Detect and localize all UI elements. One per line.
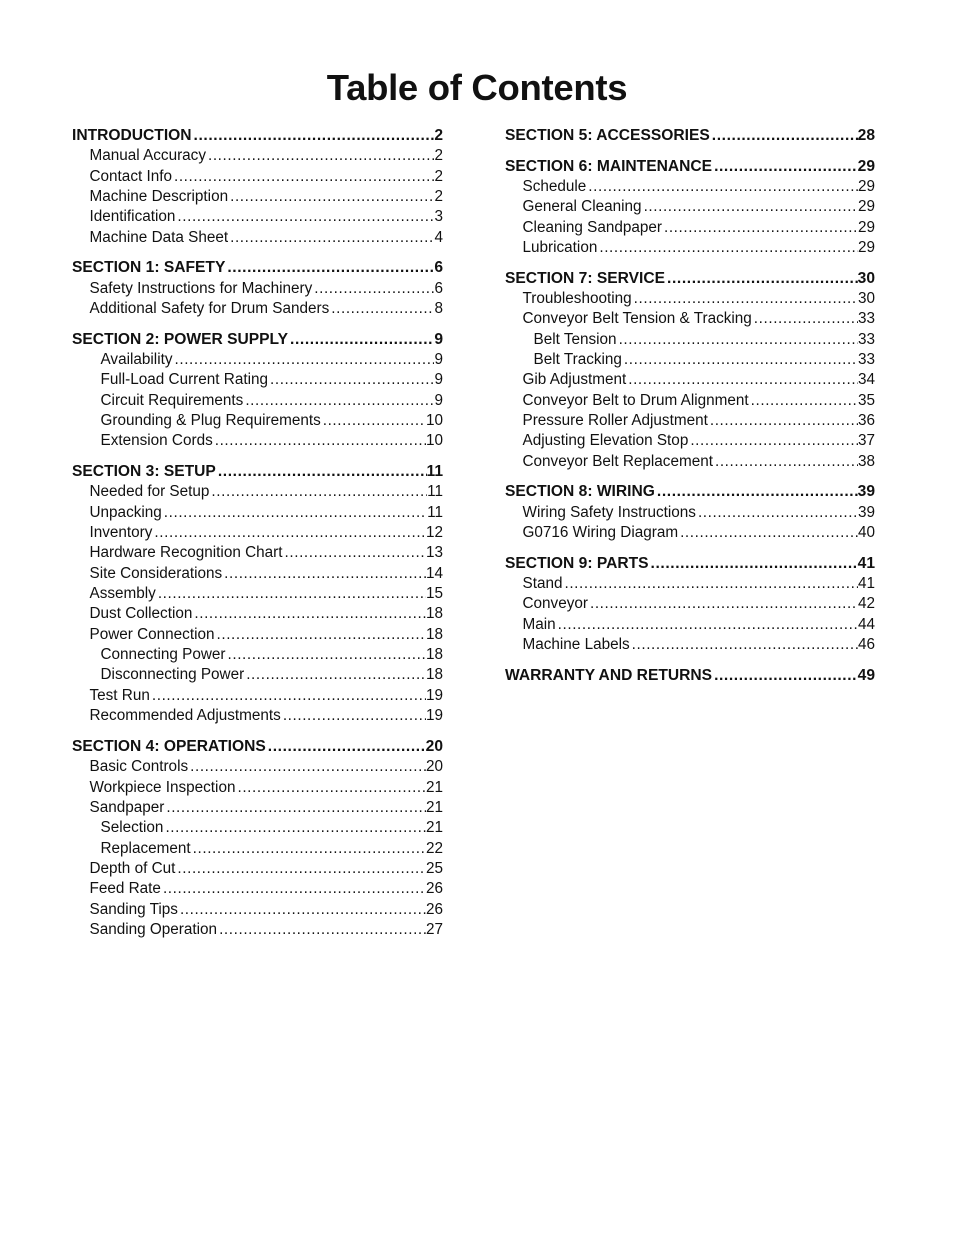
toc-page-number: 41 xyxy=(857,554,875,572)
toc-entry-label: Power Connection xyxy=(89,625,215,643)
toc-entry-label: G0716 Wiring Diagram xyxy=(522,524,679,542)
toc-entry-conveyor-belt-to-drum-alignment[interactable] xyxy=(505,391,875,411)
toc-entry-full-load-current-rating[interactable] xyxy=(72,370,443,390)
toc-right-column xyxy=(505,126,875,696)
dot-leader xyxy=(749,391,858,411)
toc-page-number: 13 xyxy=(425,544,443,562)
toc-entry-sanding-tips[interactable] xyxy=(72,900,443,920)
toc-page-number: 21 xyxy=(425,819,443,837)
toc-section-section-2-power-supply xyxy=(72,330,443,452)
toc-section-introduction xyxy=(72,126,443,248)
toc-entry-label: Machine Description xyxy=(89,188,229,206)
toc-entry-sanding-operation[interactable] xyxy=(72,920,443,940)
dot-leader xyxy=(192,126,435,146)
toc-entry-label: SECTION 7: SERVICE xyxy=(505,269,666,287)
toc-entry-label: Grounding & Plug Requirements xyxy=(100,412,321,430)
toc-entry-label: Sanding Tips xyxy=(89,900,178,918)
toc-entry-label: Feed Rate xyxy=(89,880,161,898)
dot-leader xyxy=(321,411,426,431)
toc-page-number: 4 xyxy=(434,228,443,246)
dot-leader xyxy=(206,146,435,166)
dot-leader xyxy=(710,126,858,146)
toc-entry-label: SECTION 4: OPERATIONS xyxy=(72,737,266,755)
toc-page-number: 46 xyxy=(857,636,875,654)
toc-entry-conveyor-belt-tension-and-tracking[interactable] xyxy=(505,309,875,329)
dot-leader xyxy=(588,594,858,614)
toc-section-heading[interactable] xyxy=(505,126,875,146)
toc-entry-label: Conveyor Belt Replacement xyxy=(522,452,713,470)
toc-section-section-8-wiring xyxy=(505,482,875,543)
toc-section-section-3-setup xyxy=(72,462,443,726)
toc-page-number: 21 xyxy=(425,778,443,796)
dot-leader xyxy=(188,757,426,777)
toc-section-section-4-operations xyxy=(72,737,443,940)
toc-entry-label: Availability xyxy=(100,351,173,369)
toc-page-number: 2 xyxy=(434,147,443,165)
dot-leader xyxy=(228,228,434,248)
dot-leader xyxy=(617,330,858,350)
toc-entry-label: Pressure Roller Adjustment xyxy=(522,412,708,430)
toc-entry-label: Belt Tension xyxy=(533,330,617,348)
toc-entry-cleaning-sandpaper[interactable] xyxy=(505,218,875,238)
toc-entry-circuit-requirements[interactable] xyxy=(72,391,443,411)
toc-entry-label: INTRODUCTION xyxy=(72,127,192,144)
toc-section-section-6-maintenance xyxy=(505,157,875,259)
toc-page-number: 10 xyxy=(425,432,443,450)
toc-entry-label: SECTION 9: PARTS xyxy=(505,554,649,572)
toc-entry-machine-data-sheet[interactable] xyxy=(72,228,443,248)
dot-leader xyxy=(243,391,434,411)
toc-entry-label: Contact Info xyxy=(89,167,172,185)
toc-page-number: 35 xyxy=(857,391,875,409)
toc-entry-hardware-recognition-chart[interactable] xyxy=(72,543,443,563)
dot-leader xyxy=(283,543,426,563)
toc-entry-assembly[interactable] xyxy=(72,584,443,604)
dot-leader xyxy=(150,686,426,706)
toc-entry-additional-safety-for-drum-sanders[interactable] xyxy=(72,299,443,319)
toc-entry-label: WARRANTY AND RETURNS xyxy=(505,666,713,684)
page-title: Table of Contents xyxy=(326,67,628,108)
dot-leader xyxy=(752,309,858,329)
toc-entry-label: Wiring Safety Instructions xyxy=(522,503,696,521)
dot-leader xyxy=(649,554,858,574)
dot-leader xyxy=(678,523,858,543)
dot-leader xyxy=(268,370,434,390)
dot-leader xyxy=(228,187,434,207)
toc-entry-recommended-adjustments[interactable] xyxy=(72,706,443,726)
toc-entry-extension-cords[interactable] xyxy=(72,431,443,451)
toc-entry-label: Lubrication xyxy=(522,239,598,257)
dot-leader xyxy=(266,737,426,757)
dot-leader xyxy=(172,167,435,187)
dot-leader xyxy=(288,330,434,350)
toc-entry-contact-info[interactable] xyxy=(72,167,443,187)
dot-leader xyxy=(175,207,434,227)
toc-page-number: 29 xyxy=(857,239,875,257)
toc-entry-label: Main xyxy=(522,615,556,633)
dot-leader xyxy=(156,584,426,604)
toc-page-number: 15 xyxy=(425,585,443,603)
toc-page-number: 18 xyxy=(425,605,443,623)
dot-leader xyxy=(178,900,426,920)
toc-page-number: 39 xyxy=(857,503,875,521)
dot-leader xyxy=(622,350,858,370)
toc-section-warranty-and-returns xyxy=(505,666,875,686)
toc-page-number: 37 xyxy=(857,432,875,450)
toc-page-number: 9 xyxy=(434,391,443,409)
toc-entry-conveyor-belt-replacement[interactable] xyxy=(505,452,875,472)
dot-leader xyxy=(281,706,426,726)
toc-section-heading[interactable] xyxy=(505,554,875,574)
toc-entry-label: Cleaning Sandpaper xyxy=(522,218,662,236)
toc-entry-belt-tracking[interactable] xyxy=(505,350,875,370)
dot-leader xyxy=(209,482,427,502)
dot-leader xyxy=(163,818,426,838)
dot-leader xyxy=(164,798,426,818)
dot-leader xyxy=(630,635,858,655)
toc-entry-label: Basic Controls xyxy=(89,758,189,776)
toc-page-number: 19 xyxy=(425,707,443,725)
toc-entry-unpacking[interactable] xyxy=(72,503,443,523)
toc-entry-machine-description[interactable] xyxy=(72,187,443,207)
dot-leader xyxy=(175,859,426,879)
dot-leader xyxy=(712,666,858,686)
toc-entry-label: Adjusting Elevation Stop xyxy=(522,432,689,450)
toc-page-number: 9 xyxy=(434,371,443,389)
dot-leader xyxy=(192,604,426,624)
toc-entry-label: Manual Accuracy xyxy=(89,147,206,165)
toc-entry-label: SECTION 1: SAFETY xyxy=(72,259,226,277)
dot-leader xyxy=(173,350,435,370)
toc-entry-inventory[interactable] xyxy=(72,523,443,543)
toc-entry-label: Selection xyxy=(100,819,164,837)
toc-entry-label: Circuit Requirements xyxy=(100,391,244,409)
toc-entry-sandpaper[interactable] xyxy=(72,798,443,818)
toc-page-number: 42 xyxy=(857,595,875,613)
toc-entry-identification[interactable] xyxy=(72,207,443,227)
toc-page-number: 20 xyxy=(425,758,443,776)
toc-entry-label: Inventory xyxy=(89,524,153,542)
toc-entry-label: SECTION 6: MAINTENANCE xyxy=(505,157,713,175)
toc-page-number: 20 xyxy=(425,737,443,755)
dot-leader xyxy=(225,258,434,278)
toc-entry-connecting-power[interactable] xyxy=(72,645,443,665)
dot-leader xyxy=(597,238,858,258)
toc-page-number: 8 xyxy=(434,300,443,318)
toc-entry-needed-for-setup[interactable] xyxy=(72,482,443,502)
toc-entry-troubleshooting[interactable] xyxy=(505,289,875,309)
toc-section-heading[interactable] xyxy=(72,737,443,757)
dot-leader xyxy=(235,778,426,798)
toc-entry-label: Additional Safety for Drum Sanders xyxy=(89,300,330,318)
toc-entry-label: SECTION 5: ACCESSORIES xyxy=(505,127,710,144)
toc-page-number: 33 xyxy=(857,351,875,369)
toc-entry-g0716-wiring-diagram[interactable] xyxy=(505,523,875,543)
toc-entry-label: Needed for Setup xyxy=(89,483,210,501)
toc-page-number: 44 xyxy=(857,615,875,633)
toc-entry-label: Hardware Recognition Chart xyxy=(89,544,283,562)
toc-page-number: 6 xyxy=(434,279,443,297)
toc-page-number: 30 xyxy=(857,269,875,287)
toc-page-number: 21 xyxy=(425,798,443,816)
dot-leader xyxy=(586,177,858,197)
toc-page-number: 38 xyxy=(857,452,875,470)
toc-entry-label: Gib Adjustment xyxy=(522,371,627,389)
toc-entry-replacement[interactable] xyxy=(72,839,443,859)
toc-entry-pressure-roller-adjustment[interactable] xyxy=(505,411,875,431)
dot-leader xyxy=(152,523,426,543)
toc-entry-label: Belt Tracking xyxy=(533,351,622,369)
toc-entry-label: Conveyor Belt Tension & Tracking xyxy=(522,310,752,328)
toc-entry-label: Depth of Cut xyxy=(89,859,176,877)
toc-entry-label: Identification xyxy=(89,208,176,226)
toc-page-number: 18 xyxy=(425,646,443,664)
dot-leader xyxy=(562,574,858,594)
toc-page-number: 19 xyxy=(425,686,443,704)
toc-entry-disconnecting-power[interactable] xyxy=(72,665,443,685)
toc-entry-depth-of-cut[interactable] xyxy=(72,859,443,879)
dot-leader xyxy=(712,157,858,177)
toc-page-number: 26 xyxy=(425,880,443,898)
toc-page-number: 49 xyxy=(857,666,875,684)
toc-page-number: 2 xyxy=(434,127,443,144)
toc-section-heading[interactable] xyxy=(72,462,443,482)
toc-entry-label: Test Run xyxy=(89,686,150,704)
dot-leader xyxy=(642,197,858,217)
toc-page-number: 11 xyxy=(427,503,443,521)
toc-entry-power-connection[interactable] xyxy=(72,625,443,645)
dot-leader xyxy=(708,411,858,431)
toc-section-heading[interactable] xyxy=(72,126,443,146)
toc-entry-workpiece-inspection[interactable] xyxy=(72,778,443,798)
toc-entry-label: Sanding Operation xyxy=(89,920,218,938)
toc-entry-label: Stand xyxy=(522,575,563,593)
toc-entry-wiring-safety-instructions[interactable] xyxy=(505,503,875,523)
toc-page-number: 11 xyxy=(426,463,443,481)
toc-entry-selection[interactable] xyxy=(72,818,443,838)
toc-page-number: 39 xyxy=(857,483,875,501)
dot-leader xyxy=(226,645,426,665)
dot-leader xyxy=(655,482,858,502)
toc-entry-label: Conveyor Belt to Drum Alignment xyxy=(522,391,749,409)
toc-page-number: 28 xyxy=(857,127,875,144)
toc-entry-lubrication[interactable] xyxy=(505,238,875,258)
toc-entry-label: SECTION 8: WIRING xyxy=(505,483,655,501)
toc-section-section-9-parts xyxy=(505,554,875,656)
toc-entry-dust-collection[interactable] xyxy=(72,604,443,624)
toc-page-number: 40 xyxy=(857,524,875,542)
toc-page-number: 34 xyxy=(857,371,875,389)
toc-entry-label: Extension Cords xyxy=(100,432,213,450)
toc-page-number: 10 xyxy=(425,412,443,430)
toc-page-number: 6 xyxy=(434,259,443,277)
toc-entry-availability[interactable] xyxy=(72,350,443,370)
toc-entry-main[interactable] xyxy=(505,615,875,635)
toc-entry-grounding-and-plug-requirements[interactable] xyxy=(72,411,443,431)
toc-page-number: 9 xyxy=(434,351,443,369)
toc-entry-label: SECTION 3: SETUP xyxy=(72,463,216,481)
toc-page-number: 14 xyxy=(425,564,443,582)
toc-left-column xyxy=(72,126,443,951)
toc-page-number: 33 xyxy=(857,330,875,348)
toc-entry-gib-adjustment[interactable] xyxy=(505,370,875,390)
toc-section-heading[interactable] xyxy=(72,330,443,350)
toc-section-section-5-accessories xyxy=(505,126,875,146)
toc-page-number: 30 xyxy=(857,290,875,307)
dot-leader xyxy=(662,218,858,238)
dot-leader xyxy=(688,431,858,451)
dot-leader xyxy=(162,503,427,523)
toc-page-number: 36 xyxy=(857,412,875,430)
toc-entry-label: Workpiece Inspection xyxy=(89,778,236,796)
dot-leader xyxy=(696,503,858,523)
toc-entry-test-run[interactable] xyxy=(72,686,443,706)
toc-page-number: 25 xyxy=(425,859,443,877)
toc-section-section-7-service xyxy=(505,269,875,472)
dot-leader xyxy=(215,625,426,645)
toc-page-number: 29 xyxy=(857,157,875,175)
dot-leader xyxy=(626,370,858,390)
toc-entry-label: Sandpaper xyxy=(89,798,165,816)
toc-page-number: 2 xyxy=(434,167,443,185)
toc-page-number: 27 xyxy=(425,920,443,938)
toc-page-number: 2 xyxy=(434,188,443,206)
toc-page-number: 18 xyxy=(425,666,443,684)
toc-page-number: 33 xyxy=(857,310,875,328)
dot-leader xyxy=(556,615,858,635)
toc-entry-label: Machine Data Sheet xyxy=(89,228,229,246)
toc-entry-safety-instructions-for-machinery[interactable] xyxy=(72,279,443,299)
toc-page-number: 29 xyxy=(857,218,875,236)
toc-entry-machine-labels[interactable] xyxy=(505,635,875,655)
toc-entry-adjusting-elevation-stop[interactable] xyxy=(505,431,875,451)
toc-page-number: 22 xyxy=(425,839,443,857)
dot-leader xyxy=(191,839,426,859)
toc-entry-label: Replacement xyxy=(100,839,191,857)
toc-page-number: 9 xyxy=(434,330,443,348)
toc-entry-label: Connecting Power xyxy=(100,646,226,664)
toc-page-number: 11 xyxy=(427,483,443,501)
toc-entry-label: General Cleaning xyxy=(522,198,642,216)
toc-entry-general-cleaning[interactable] xyxy=(505,197,875,217)
dot-leader xyxy=(213,431,426,451)
dot-leader xyxy=(216,462,427,482)
toc-entry-conveyor[interactable] xyxy=(505,594,875,614)
toc-entry-label: Assembly xyxy=(89,585,156,603)
toc-page-number: 26 xyxy=(425,900,443,918)
toc-entry-feed-rate[interactable] xyxy=(72,879,443,899)
toc-entry-site-considerations[interactable] xyxy=(72,564,443,584)
dot-leader xyxy=(312,279,434,299)
toc-section-section-1-safety xyxy=(72,258,443,319)
toc-section-heading[interactable] xyxy=(505,666,875,686)
toc-page-number: 18 xyxy=(425,625,443,643)
toc-page-number: 29 xyxy=(857,177,875,195)
toc-section-heading[interactable] xyxy=(505,269,875,289)
toc-entry-manual-accuracy[interactable] xyxy=(72,146,443,166)
toc-page-number: 29 xyxy=(857,198,875,216)
toc-entry-basic-controls[interactable] xyxy=(72,757,443,777)
dot-leader xyxy=(217,920,426,940)
toc-page-number: 12 xyxy=(425,524,443,542)
dot-leader xyxy=(329,299,434,319)
toc-entry-label: Disconnecting Power xyxy=(100,666,245,684)
toc-entry-label: Troubleshooting xyxy=(522,290,632,307)
dot-leader xyxy=(244,665,426,685)
dot-leader xyxy=(632,289,858,309)
toc-entry-label: Safety Instructions for Machinery xyxy=(89,279,313,297)
toc-entry-label: SECTION 2: POWER SUPPLY xyxy=(72,330,289,348)
toc-entry-belt-tension[interactable] xyxy=(505,330,875,350)
toc-entry-label: Conveyor xyxy=(522,595,588,613)
dot-leader xyxy=(665,269,858,289)
toc-page-number: 41 xyxy=(857,575,875,593)
dot-leader xyxy=(713,452,858,472)
dot-leader xyxy=(161,879,426,899)
toc-entry-label: Full-Load Current Rating xyxy=(100,371,268,389)
toc-section-heading[interactable] xyxy=(72,258,443,278)
toc-section-heading[interactable] xyxy=(505,482,875,502)
toc-entry-label: Machine Labels xyxy=(522,636,630,654)
toc-entry-label: Schedule xyxy=(522,177,587,195)
toc-page-number: 3 xyxy=(434,208,443,226)
toc-section-heading[interactable] xyxy=(505,157,875,177)
toc-entry-label: Unpacking xyxy=(89,503,162,521)
toc-entry-schedule[interactable] xyxy=(505,177,875,197)
toc-entry-stand[interactable] xyxy=(505,574,875,594)
toc-entry-label: Site Considerations xyxy=(89,564,223,582)
toc-entry-label: Dust Collection xyxy=(89,605,193,623)
dot-leader xyxy=(222,564,426,584)
toc-entry-label: Recommended Adjustments xyxy=(89,707,281,725)
